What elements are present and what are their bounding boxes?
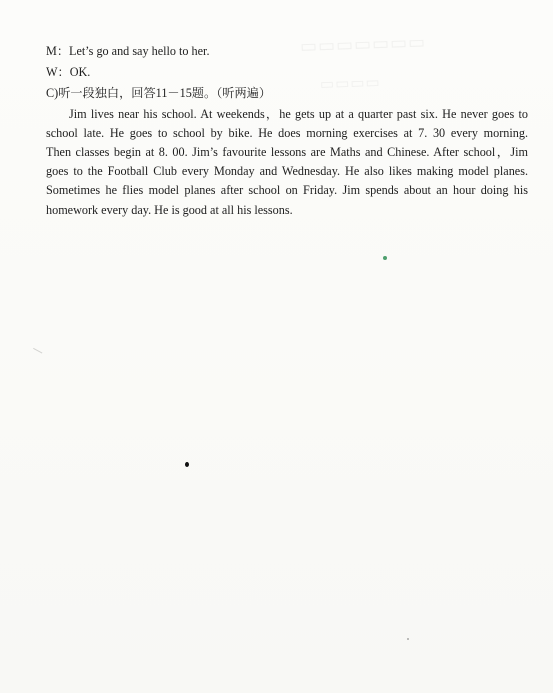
green-speck — [383, 256, 387, 260]
bleed-through-text-middle: ▭▭▭▭ — [319, 74, 381, 94]
black-speck — [185, 462, 189, 467]
paragraph-line-1: Jim lives near his school. At weekends，he gets up at a quarter past six. He never goes to — [69, 106, 528, 121]
dialog-line-m: M：Let’s go and say hello to her. — [46, 44, 210, 58]
paragraph-line-3: Then classes begin at 8. 00. Jim’s favourite lessons are Maths and Chinese. After school，Jim — [46, 145, 528, 160]
paragraph-line-6: homework every day. He is good at all his lessons. — [46, 202, 293, 217]
document-content — [46, 42, 528, 220]
monologue-paragraph — [46, 105, 528, 220]
paragraph-line-4: goes to the Football Club every Monday and Wednesday. He also likes making model planes. — [46, 164, 528, 179]
tiny-speck — [407, 638, 409, 640]
section-heading: C)听一段独白，回答11－15题。（听两遍） — [46, 86, 272, 101]
dialog-line-w: W：OK. — [46, 65, 91, 80]
scan-mark — [32, 348, 43, 356]
bleed-through-text-top: ▭▭▭▭▭▭▭ — [299, 31, 427, 57]
paragraph-line-2: school late. He goes to school by bike. He does morning exercises at 7. 30 every morning. — [46, 125, 528, 140]
paragraph-line-5: Sometimes he flies model planes after school on Friday. Jim spends about an hour doing his — [46, 183, 528, 198]
